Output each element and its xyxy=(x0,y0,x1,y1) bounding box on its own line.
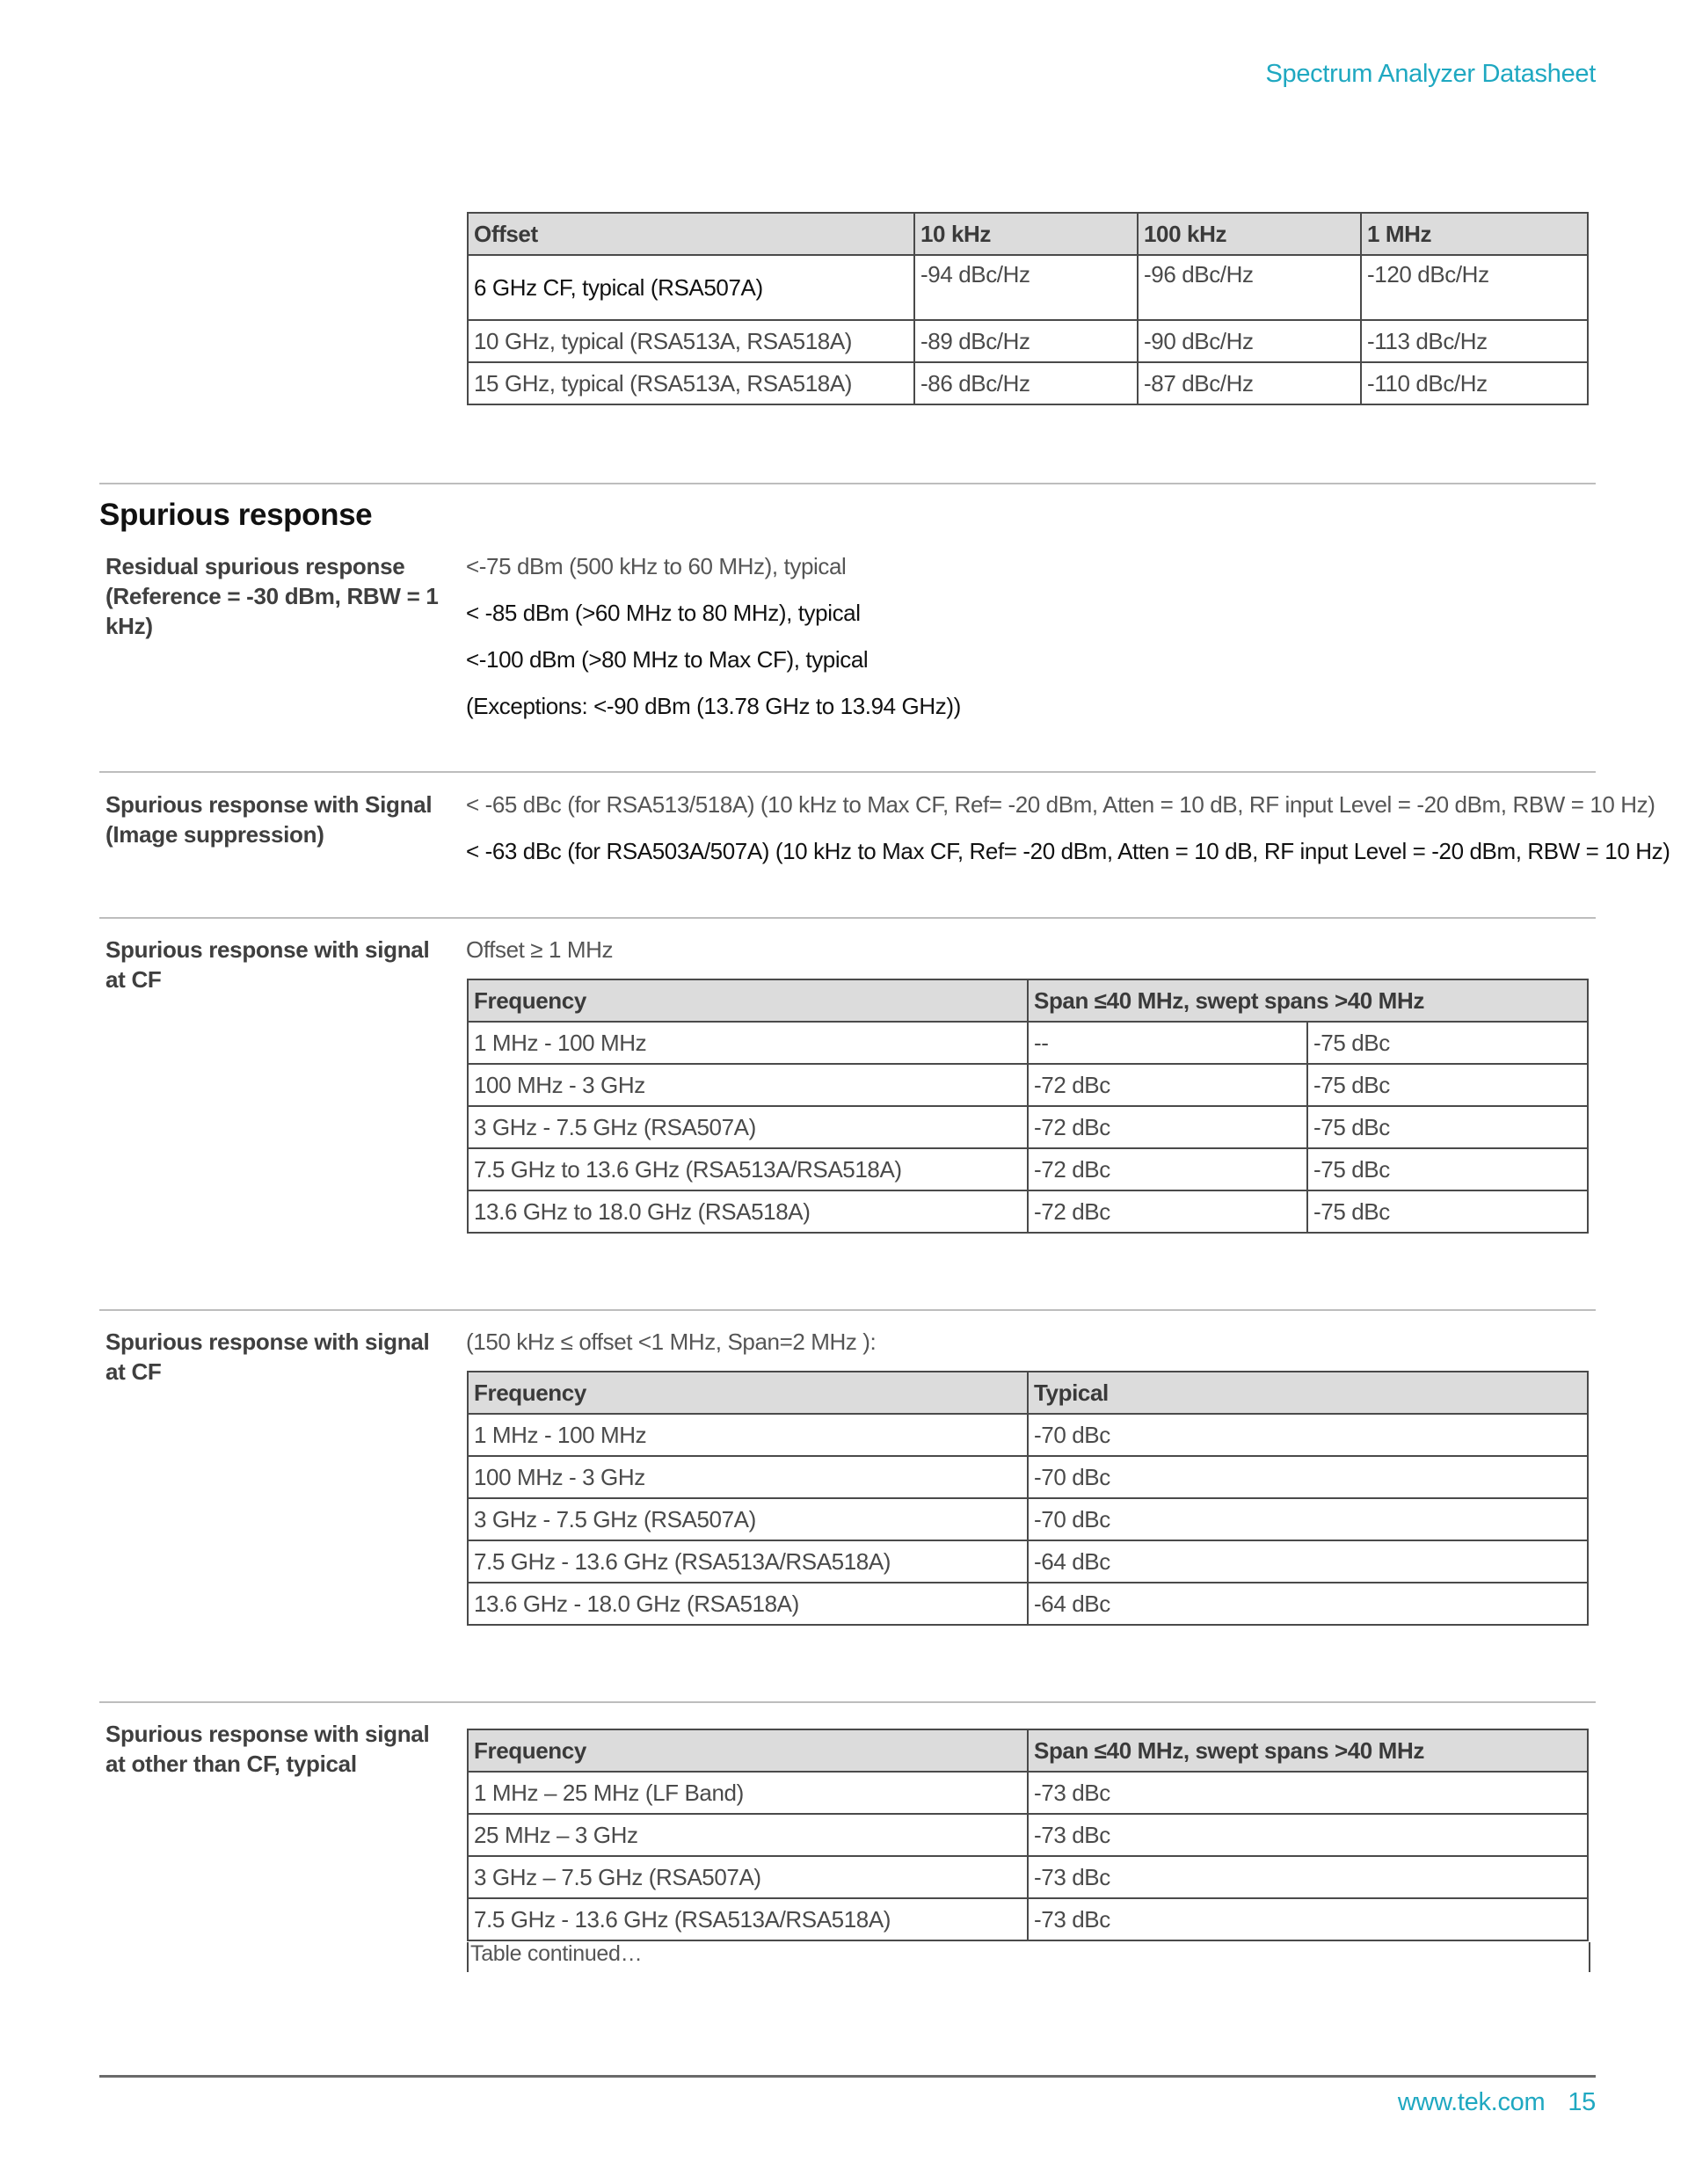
table-row xyxy=(468,1106,1588,1148)
column-header: Frequency xyxy=(468,979,1028,1022)
table-row xyxy=(468,1190,1588,1233)
table-cell: 3 GHz - 7.5 GHz (RSA507A) xyxy=(468,1498,1028,1540)
row-divider xyxy=(99,1701,1596,1703)
table-cell: 100 MHz - 3 GHz xyxy=(468,1456,1028,1498)
table-header-row xyxy=(468,213,1588,255)
spec-note: (150 kHz ≤ offset <1 MHz, Span=2 MHz ): xyxy=(466,1329,877,1355)
page-number: 15 xyxy=(1568,2088,1596,2116)
table-cell: -73 dBc xyxy=(1028,1856,1588,1898)
table-row xyxy=(468,362,1588,404)
spec-label: Spurious response with signal at CF xyxy=(106,936,430,993)
table-cell: -75 dBc xyxy=(1307,1064,1588,1106)
spec-value-line: <-75 dBm (500 kHz to 60 MHz), typical xyxy=(466,553,847,579)
column-header: 10 kHz xyxy=(914,213,1138,255)
spec-label: Residual spurious response (Reference = -30 dBm, RBW = 1 kHz) xyxy=(106,553,439,639)
row-divider xyxy=(99,771,1596,773)
table-cell: -75 dBc xyxy=(1307,1190,1588,1233)
table-header-row xyxy=(468,979,1588,1022)
table-cell: 25 MHz – 3 GHz xyxy=(468,1814,1028,1856)
table-cell: -113 dBc/Hz xyxy=(1361,320,1588,362)
section-heading: Spurious response xyxy=(99,498,373,532)
column-header: Span ≤40 MHz, swept spans >40 MHz xyxy=(1028,1729,1588,1772)
table-row xyxy=(468,1064,1588,1106)
table-cell: -94 dBc/Hz xyxy=(914,255,1138,320)
table-row xyxy=(468,1583,1588,1625)
spec-value-line: < -85 dBm (>60 MHz to 80 MHz), typical xyxy=(466,600,861,626)
table-cell: -70 dBc xyxy=(1028,1414,1588,1456)
column-header: 100 kHz xyxy=(1138,213,1361,255)
table-cell: -70 dBc xyxy=(1028,1456,1588,1498)
table-row xyxy=(468,1540,1588,1583)
spur-cf-close-offset-table xyxy=(467,1371,1589,1626)
spec-note: Offset ≥ 1 MHz xyxy=(466,936,614,963)
section-divider xyxy=(99,483,1596,484)
table-cell: 7.5 GHz - 13.6 GHz (RSA513A/RSA518A) xyxy=(468,1540,1028,1583)
table-cell: 13.6 GHz - 18.0 GHz (RSA518A) xyxy=(468,1583,1028,1625)
table-row xyxy=(468,255,1588,320)
table-row xyxy=(468,1498,1588,1540)
footer-divider xyxy=(99,2075,1596,2078)
table-row xyxy=(468,1456,1588,1498)
table-cell: -73 dBc xyxy=(1028,1772,1588,1814)
table-cell: -72 dBc xyxy=(1028,1148,1307,1190)
table-cell: -75 dBc xyxy=(1307,1148,1588,1190)
table-cell: 1 MHz – 25 MHz (LF Band) xyxy=(468,1772,1028,1814)
table-cell: -64 dBc xyxy=(1028,1583,1588,1625)
row-divider xyxy=(99,1309,1596,1311)
table-cell: -87 dBc/Hz xyxy=(1138,362,1361,404)
table-cell: -96 dBc/Hz xyxy=(1138,255,1361,320)
table-row xyxy=(468,320,1588,362)
footer-url: www.tek.com xyxy=(1397,2088,1546,2116)
table-row xyxy=(468,1148,1588,1190)
table-cell: 3 GHz – 7.5 GHz (RSA507A) xyxy=(468,1856,1028,1898)
table-header-row xyxy=(468,1372,1588,1414)
table-cell: -75 dBc xyxy=(1307,1022,1588,1064)
spec-value-line: < -63 dBc (for RSA503A/507A) (10 kHz to Max CF, Ref= -20 dBm, Atten = 10 dB, RF input Level = -20 dBm, RBW = 10 Hz) xyxy=(466,838,1670,864)
column-header: Frequency xyxy=(468,1372,1028,1414)
spec-label: Spurious response with signal at CF xyxy=(106,1329,430,1385)
phase-noise-table xyxy=(467,212,1589,405)
spec-value-line: < -65 dBc (for RSA513/518A) (10 kHz to Max CF, Ref= -20 dBm, Atten = 10 dB, RF input Level = -20 dBm, RBW = 10 Hz) xyxy=(466,791,1655,818)
table-row xyxy=(468,1814,1588,1856)
table-cell: -73 dBc xyxy=(1028,1898,1588,1940)
table-header-row xyxy=(468,1729,1588,1772)
table-cell: -90 dBc/Hz xyxy=(1138,320,1361,362)
column-header: Typical xyxy=(1028,1372,1588,1414)
spur-cf-offset-table xyxy=(467,979,1589,1234)
spec-label: Spurious response with signal at other than CF, typical xyxy=(106,1721,430,1777)
table-row xyxy=(468,1898,1588,1940)
column-header: Frequency xyxy=(468,1729,1028,1772)
table-cell: -110 dBc/Hz xyxy=(1361,362,1588,404)
table-cell: 1 MHz - 100 MHz xyxy=(468,1414,1028,1456)
table-cell: -64 dBc xyxy=(1028,1540,1588,1583)
table-cell: -72 dBc xyxy=(1028,1106,1307,1148)
column-header: Span ≤40 MHz, swept spans >40 MHz xyxy=(1028,979,1588,1022)
spur-other-than-cf-table xyxy=(467,1729,1589,1941)
table-cell: 7.5 GHz to 13.6 GHz (RSA513A/RSA518A) xyxy=(468,1148,1028,1190)
table-cell: -86 dBc/Hz xyxy=(914,362,1138,404)
table-cell: -72 dBc xyxy=(1028,1064,1307,1106)
table-cell: -75 dBc xyxy=(1307,1106,1588,1148)
column-header: 1 MHz xyxy=(1361,213,1588,255)
table-cell: -72 dBc xyxy=(1028,1190,1307,1233)
table-row xyxy=(468,1414,1588,1456)
page-header-title: Spectrum Analyzer Datasheet xyxy=(1265,60,1596,88)
table-cell: 3 GHz - 7.5 GHz (RSA507A) xyxy=(468,1106,1028,1148)
spec-value-line: (Exceptions: <-90 dBm (13.78 GHz to 13.94 GHz)) xyxy=(466,693,961,719)
table-row xyxy=(468,1772,1588,1814)
page-footer xyxy=(1398,2088,1596,2117)
table-cell: 15 GHz, typical (RSA513A, RSA518A) xyxy=(468,362,914,404)
table-cell: 100 MHz - 3 GHz xyxy=(468,1064,1028,1106)
table-row xyxy=(468,1022,1588,1064)
table-cell: -73 dBc xyxy=(1028,1814,1588,1856)
table-cell: -- xyxy=(1028,1022,1307,1064)
table-cell: 1 MHz - 100 MHz xyxy=(468,1022,1028,1064)
row-divider xyxy=(99,917,1596,919)
table-cell: -89 dBc/Hz xyxy=(914,320,1138,362)
table-cell: -120 dBc/Hz xyxy=(1361,255,1588,320)
table-row xyxy=(468,1856,1588,1898)
spec-label: Spurious response with Signal (Image suppression) xyxy=(106,791,433,848)
table-cell: 7.5 GHz - 13.6 GHz (RSA513A/RSA518A) xyxy=(468,1898,1028,1940)
table-continued-note: Table continued… xyxy=(467,1942,1590,1972)
spec-value-line: <-100 dBm (>80 MHz to Max CF), typical xyxy=(466,646,869,673)
table-cell: 13.6 GHz to 18.0 GHz (RSA518A) xyxy=(468,1190,1028,1233)
table-cell: -70 dBc xyxy=(1028,1498,1588,1540)
table-cell: 10 GHz, typical (RSA513A, RSA518A) xyxy=(468,320,914,362)
column-header: Offset xyxy=(468,213,914,255)
table-cell: 6 GHz CF, typical (RSA507A) xyxy=(468,255,914,320)
